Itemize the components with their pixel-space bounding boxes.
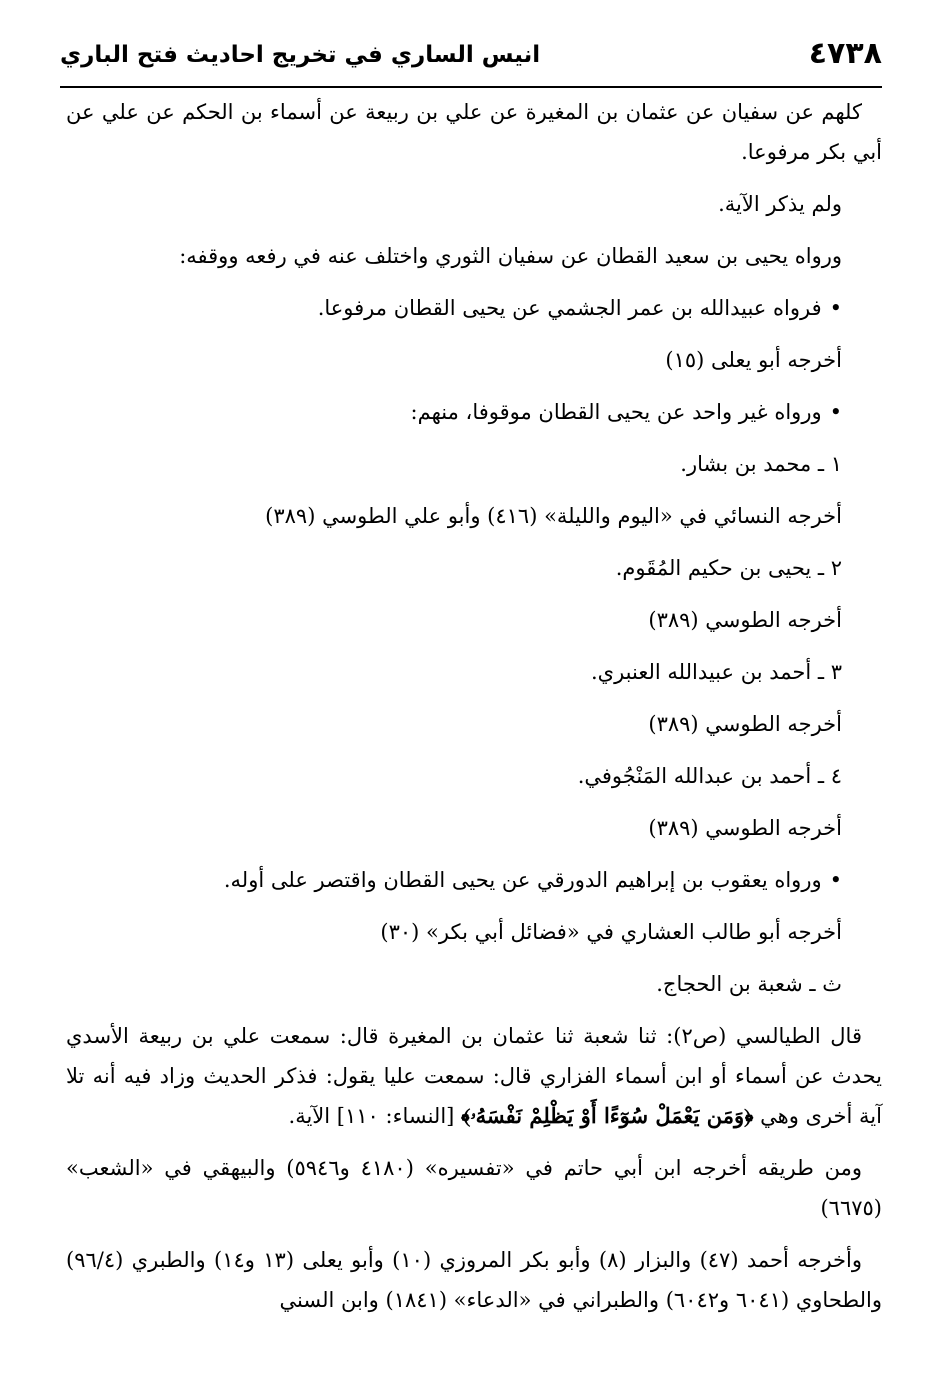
list-item: ٤ ـ أحمد بن عبدالله المَنْجُوفي. (577, 764, 842, 788)
page-body (66, 92, 882, 1320)
running-title: انيس الساري في تخريج احاديث فتح الباري (60, 42, 541, 68)
paragraph: ورواه يحيى بن سعيد القطان عن سفيان الثوري واختلف عنه في رفعه ووقفه: (179, 244, 842, 268)
paragraph: وأخرجه أحمد (٤٧) والبزار (٨) وأبو بكر المروزي (١٠) وأبو يعلى (١٣ و١٤) والطبري (٩٦/٤) والطحاوي (٦٠٤١ و٦٠٤٢) والطبراني في «الدعاء» (١٨٤١) وابن السني (66, 1248, 882, 1312)
page-header (60, 28, 882, 88)
list-item: ١ ـ محمد بن بشار. (680, 452, 842, 476)
paragraph: أخرجه أبو طالب العشاري في «فضائل أبي بكر» (٣٠) (380, 920, 842, 944)
paragraph-text: قال الطيالسي (ص٢): ثنا شعبة ثنا عثمان بن المغيرة قال: سمعت علي بن ربيعة الأسدي يحدث عن أسماء أو ابن أسماء الفزاري قال: سمعت عليا يقول: فذكر الحديث وزاد فيه أنه تلا آية أخرى وهي (66, 1024, 882, 1128)
quran-verse: ﴿وَمَن يَعْمَلْ سُوٓءًا أَوْ يَظْلِمْ نَفْسَهُۥ﴾ (461, 1103, 754, 1128)
paragraph (66, 1016, 882, 1136)
paragraph: ومن طريقه أخرجه ابن أبي حاتم في «تفسيره» (٤١٨٠ و٥٩٤٦) والبيهقي في «الشعب» (٦٦٧٥) (66, 1156, 882, 1220)
bullet-text: فرواه عبيدالله بن عمر الجشمي عن يحيى القطان مرفوعا. (317, 296, 822, 320)
paragraph: أخرجه الطوسي (٣٨٩) (648, 816, 842, 840)
paragraph: أخرجه أبو يعلى (١٥) (665, 348, 842, 372)
bullet-item (66, 392, 882, 432)
bullet-text: ورواه يعقوب بن إبراهيم الدورقي عن يحيى القطان واقتصر على أوله. (223, 868, 822, 892)
paragraph: ولم يذكر الآية. (718, 192, 842, 216)
bullet-text: ورواه غير واحد عن يحيى القطان موقوفا، منهم: (410, 400, 822, 424)
verse-reference: [النساء: ١١٠] الآية. (288, 1104, 455, 1128)
bullet-marker (822, 400, 842, 424)
paragraph: أخرجه الطوسي (٣٨٩) (648, 608, 842, 632)
list-item: ٢ ـ يحيى بن حكيم المُقَوم. (615, 556, 842, 580)
bullet-item (66, 288, 882, 328)
bullet-item (66, 860, 882, 900)
paragraph: أخرجه الطوسي (٣٨٩) (648, 712, 842, 736)
paragraph: كلهم عن سفيان عن عثمان بن المغيرة عن علي بن ربيعة عن أسماء بن الحكم عن علي عن أبي بكر مرفوعا. (66, 100, 882, 164)
section-heading: ث ـ شعبة بن الحجاج. (656, 972, 842, 996)
list-item: ٣ ـ أحمد بن عبيدالله العنبري. (590, 660, 842, 684)
bullet-marker (822, 868, 842, 892)
page-number: ٤٧٣٨ (808, 36, 882, 71)
bullet-marker (822, 296, 842, 320)
paragraph: أخرجه النسائي في «اليوم والليلة» (٤١٦) وأبو علي الطوسي (٣٨٩) (265, 504, 842, 528)
